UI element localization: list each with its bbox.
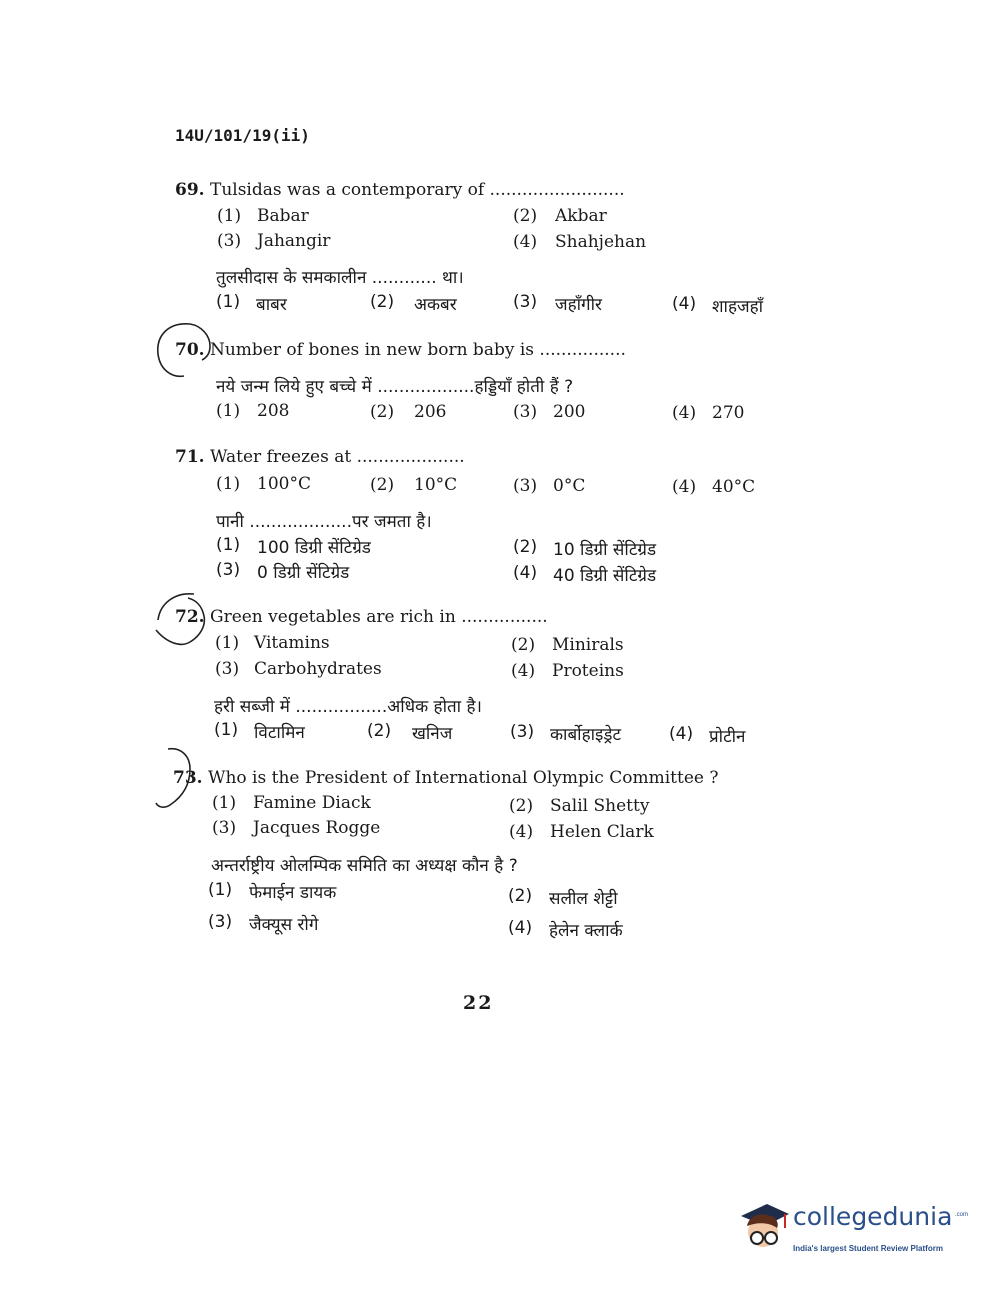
question-72 <box>175 607 548 627</box>
question-number: 73. <box>173 768 203 788</box>
paper-code: 14U/101/19(ii) <box>175 126 310 145</box>
question-number: 72. <box>175 607 205 627</box>
option-number: (2) <box>370 292 395 312</box>
option-text: Vitamins <box>254 633 330 653</box>
option-text: Helen Clark <box>550 822 654 842</box>
option-text: Babar <box>257 206 309 226</box>
option-number: (3) <box>217 231 242 251</box>
option-text: Famine Diack <box>253 793 371 813</box>
option-number: (4) <box>672 477 697 497</box>
option-text: Shahjehan <box>555 232 647 252</box>
option-number: (3) <box>510 722 535 742</box>
option-number: (2) <box>508 886 533 906</box>
brand-domain: .com <box>955 1212 969 1218</box>
option-text-hindi: 0 डिग्री सेंटिग्रेड <box>257 563 350 583</box>
option-number: (3) <box>513 476 538 496</box>
option-number: (4) <box>508 918 533 938</box>
option-text: Akbar <box>555 206 607 226</box>
brand-logo <box>735 1198 969 1260</box>
question-69 <box>175 180 625 200</box>
option-text-hindi: जहाँगीर <box>555 295 602 315</box>
question-text: Number of bones in new born baby is ................ <box>209 340 626 360</box>
pen-circle-mark <box>150 318 220 386</box>
question-hindi: अन्तर्राष्ट्रीय ओलम्पिक समिति का अध्यक्ष कौन है ? <box>211 856 518 876</box>
option-text: 270 <box>712 403 745 423</box>
question-text: Green vegetables are rich in ................ <box>209 607 548 627</box>
option-text-hindi: शाहजहाँ <box>712 297 764 317</box>
option-text-hindi: हेलेन क्लार्क <box>549 921 623 941</box>
option-number: (3) <box>513 292 538 312</box>
pen-circle-mark <box>150 590 220 654</box>
option-text: 206 <box>414 402 447 422</box>
question-number: 70. <box>175 340 205 360</box>
option-number: (4) <box>511 661 536 681</box>
option-number: (1) <box>208 880 233 900</box>
option-text: 40°C <box>712 477 756 497</box>
option-text: Salil Shetty <box>550 796 650 816</box>
option-number: (4) <box>672 294 697 314</box>
option-text-hindi: कार्बोहाइड्रेट <box>550 725 622 745</box>
option-text-hindi: अकबर <box>414 295 457 315</box>
option-number: (2) <box>513 537 538 557</box>
option-number: (1) <box>212 793 237 813</box>
student-mascot-icon <box>735 1198 791 1256</box>
question-hindi: नये जन्म लिये हुए बच्चे में ..................हड्डियाँ होती हैं ? <box>216 377 574 397</box>
option-number: (1) <box>216 401 241 421</box>
question-71 <box>175 447 465 467</box>
option-text: 208 <box>257 401 290 421</box>
option-number: (2) <box>370 402 395 422</box>
option-text-hindi: फेमाईन डायक <box>249 883 337 903</box>
brand-tagline: India's largest Student Review Platform <box>793 1244 943 1253</box>
option-number: (4) <box>509 822 534 842</box>
option-text-hindi: बाबर <box>256 295 287 315</box>
option-text: Minirals <box>552 635 624 655</box>
option-number: (1) <box>214 720 239 740</box>
question-text: Tulsidas was a contemporary of ......................... <box>209 180 625 200</box>
option-number: (4) <box>672 403 697 423</box>
option-text-hindi: 40 डिग्री सेंटिग्रेड <box>553 566 657 586</box>
question-hindi: पानी ...................पर जमता है। <box>216 512 432 532</box>
option-text-hindi: 100 डिग्री सेंटिग्रेड <box>257 538 371 558</box>
option-text-hindi: प्रोटीन <box>709 727 746 747</box>
option-text: 100°C <box>257 474 311 494</box>
option-number: (3) <box>212 818 237 838</box>
page-number: 22 <box>463 992 494 1014</box>
option-number: (1) <box>215 633 240 653</box>
option-number: (2) <box>509 796 534 816</box>
option-number: (1) <box>217 206 242 226</box>
option-text: 200 <box>553 402 586 422</box>
question-hindi: हरी सब्जी में .................अधिक होता है। <box>214 697 482 717</box>
option-text: Jacques Rogge <box>253 818 381 838</box>
option-text-hindi: विटामिन <box>254 723 305 743</box>
option-number: (4) <box>513 563 538 583</box>
option-text-hindi: सलील शेट्टी <box>549 889 618 909</box>
option-number: (1) <box>216 474 241 494</box>
option-number: (3) <box>215 659 240 679</box>
question-number: 71. <box>175 447 205 467</box>
option-text: 10°C <box>414 475 458 495</box>
question-text: Who is the President of International Olympic Committee ? <box>207 768 719 788</box>
question-number: 69. <box>175 180 205 200</box>
option-number: (2) <box>513 206 538 226</box>
option-text: Proteins <box>552 661 624 681</box>
option-number: (3) <box>208 912 233 932</box>
option-text-hindi: खनिज <box>412 724 453 744</box>
option-text: Jahangir <box>257 231 331 251</box>
option-number: (1) <box>216 292 241 312</box>
option-number: (2) <box>370 475 395 495</box>
option-number: (4) <box>669 724 694 744</box>
option-number: (3) <box>513 402 538 422</box>
option-number: (4) <box>513 232 538 252</box>
option-number: (3) <box>216 560 241 580</box>
option-text-hindi: जैक्यूस रोगे <box>249 915 319 935</box>
pen-circle-mark <box>150 745 206 815</box>
question-70 <box>175 340 626 360</box>
option-number: (2) <box>511 635 536 655</box>
question-text: Water freezes at .................... <box>209 447 465 467</box>
question-73 <box>173 768 718 788</box>
option-number: (1) <box>216 535 241 555</box>
option-text: 0°C <box>553 476 586 496</box>
option-number: (2) <box>367 721 392 741</box>
question-hindi: तुलसीदास के समकालीन ............ था। <box>216 268 464 288</box>
option-text-hindi: 10 डिग्री सेंटिग्रेड <box>553 540 657 560</box>
option-text: Carbohydrates <box>254 659 382 679</box>
brand-name: collegedunia <box>793 1202 953 1231</box>
